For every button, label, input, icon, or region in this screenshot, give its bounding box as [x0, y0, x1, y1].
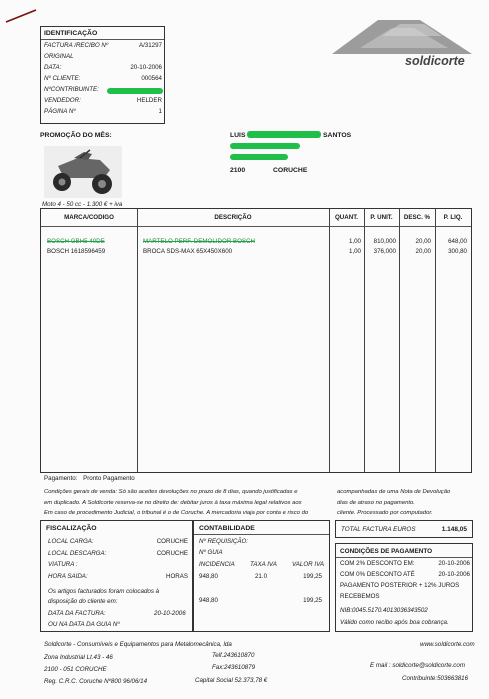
table-cell-net: 300,80 [448, 248, 467, 255]
payment-value: Pronto Pagamento [83, 475, 135, 482]
promo-caption: Moto 4 - 50 cc - 1.300 € + iva [42, 201, 123, 208]
fiscal-date-label: DATA DA FACTURA: [48, 610, 106, 617]
table-cell-desc: MARTELO PERF. DEMOLIDOR BOSCH [143, 238, 255, 245]
payment-condition-value: 20-10-2006 [438, 571, 470, 578]
total-box [335, 520, 473, 538]
accounting-header-cell: INCIDENCIA [199, 561, 235, 568]
id-row-value: A/31297 [138, 42, 162, 49]
customer-address-redaction-1 [230, 143, 300, 149]
payment-label: Pagamento: [44, 475, 78, 482]
conditions-line: acompanhadas de uma Nota de Devolução [337, 489, 451, 495]
id-row [44, 53, 162, 62]
table-header-cell: P. UNIT. [370, 214, 393, 221]
id-row-value: 1 [158, 108, 162, 115]
payment-condition-row [340, 560, 470, 569]
fiscal-heading: FISCALIZAÇÃO [46, 525, 97, 532]
footer-reg: Reg. C.R.C. Coruche Nº800 96/06/14 [44, 678, 148, 685]
fiscal-row [48, 550, 188, 559]
fiscal-box [40, 520, 193, 632]
atv-image [44, 146, 122, 198]
conditions-line: cliente. Processado por computador. [337, 510, 433, 516]
fiscal-note-1: Os artigos facturados foram colocados à [48, 588, 160, 595]
table-header-cell: P. LIQ. [443, 214, 463, 221]
payment-conditions-heading: CONDIÇÕES DE PAGAMENTO [340, 548, 433, 555]
id-row-label: NºCONTRIBUINTE: [44, 86, 99, 93]
accounting-cell-incidence: 948,80 [199, 597, 218, 604]
fiscal-note-2: disposição do cliente em: [48, 598, 118, 605]
accounting-req: Nº REQUISIÇÃO: [199, 538, 249, 545]
footer-email[interactable]: E mail : soldicorte@soldicorte.com [370, 662, 465, 669]
table-cell-qty: 1,00 [348, 248, 361, 255]
brand-name: soldicorte [405, 54, 465, 68]
payment-condition-label: COM 0% DESCONTO ATÉ [340, 571, 415, 578]
payment-condition-row [340, 582, 470, 591]
accounting-cell-incidence: 948,80 [199, 573, 218, 580]
table-cell-disc: 20,00 [415, 238, 431, 245]
id-row-label: VENDEDOR: [44, 97, 81, 104]
id-row [44, 64, 162, 73]
footer-capital: Capital Social 52.373,78 € [195, 677, 268, 684]
accounting-cell-value: 199,25 [303, 597, 322, 604]
payment-condition-label: RECEBEMOS [340, 593, 380, 600]
payment-condition-value: 20-10-2006 [438, 560, 470, 567]
table-header-cell: MARCA/CODIGO [64, 214, 114, 221]
payment-condition-row [340, 571, 470, 580]
payment-condition-label: PAGAMENTO POSTERIOR + 12% JUROS [340, 582, 460, 589]
payment-conditions-box [335, 543, 473, 632]
id-row [44, 75, 162, 84]
taxid-redaction [107, 88, 163, 94]
accounting-heading: CONTABILIDADE [199, 525, 255, 532]
promo-heading: PROMOÇÃO DO MÊS: [40, 132, 112, 139]
accounting-box [193, 520, 330, 632]
accounting-guide: Nº GUIA [199, 549, 223, 556]
id-row-label: FACTURA /RECIBO Nº [44, 42, 109, 49]
id-row-value: 000564 [141, 75, 162, 82]
footer-fax: Fax:243610879 [212, 664, 256, 671]
id-row-label: DATA: [44, 64, 62, 71]
footer-tel: Telf.243610870 [212, 652, 255, 659]
fiscal-row [48, 538, 188, 547]
footer-website[interactable]: www.soldicorte.com [420, 641, 475, 648]
identification-box [40, 26, 165, 124]
accounting-header-cell: TAXA IVA [250, 561, 277, 568]
table-cell-desc: BROCA SDS-MAX 65X450X600 [143, 248, 233, 255]
conditions-text-right [337, 487, 477, 519]
conditions-line: em duplicado. A Soldicorte reserva-se no direito de: debitar juros à taxa máxima legal relativos aos [44, 499, 302, 506]
customer-city: CORUCHE [273, 167, 308, 174]
footer-address2: 2100 - 051 CORUCHE [44, 666, 107, 673]
id-row [44, 42, 162, 51]
table-cell-code: BOSCH GBH5 40DE [47, 238, 105, 245]
fiscal-row-label: LOCAL CARGA: [48, 538, 94, 545]
table-cell-code: BOSCH 1618596459 [47, 248, 106, 255]
table-cell-unit: 810,000 [373, 238, 396, 245]
accounting-cell-rate: 21.0 [254, 573, 268, 580]
accounting-header-cell: VALOR IVA [292, 561, 324, 568]
table-cell-net: 648,00 [448, 238, 467, 245]
fiscal-row-label: HORA SAIDA: [48, 572, 88, 580]
id-row-label: PÁGINA Nº [44, 108, 76, 115]
payment-line [44, 475, 135, 482]
fiscal-row-value: CORUCHE [156, 549, 188, 557]
footer-address1: Zona Industrial Lt.43 - 46 [44, 654, 113, 661]
id-row [44, 108, 162, 117]
table-header-cell: QUANT. [334, 214, 359, 221]
table-cell-disc: 20,00 [415, 248, 431, 255]
conditions-text [44, 487, 334, 519]
customer-postcode: 2100 [230, 167, 246, 174]
payment-condition-label: COM 2% DESCONTO EM: [340, 560, 415, 567]
payment-nib: NIB:0045.5170.4013036343502 [340, 607, 428, 614]
fiscal-date-value: 20-10-2006 [154, 610, 186, 617]
fiscal-row-value: CORUCHE [156, 538, 188, 545]
id-row [44, 97, 162, 106]
fiscal-row [48, 561, 188, 570]
accounting-cell-value: 199,25 [303, 573, 322, 580]
fiscal-row-label: LOCAL DESCARGA: [48, 549, 107, 557]
fiscal-guide-label: OU NA DATA DA GUIA Nº [48, 621, 120, 628]
conditions-line: Condições gerais de venda: Só são aceites devoluções no prazo de 8 dias, quando justificadas e [44, 489, 298, 495]
table-cell-unit: 376,000 [373, 248, 396, 255]
payment-valid: Válido como recibo após boa cobrança. [340, 619, 449, 626]
payment-condition-row [340, 593, 470, 602]
items-table [40, 208, 472, 473]
footer-nif: Contribuinte:503663816 [402, 675, 469, 682]
table-cell-qty: 1,00 [348, 238, 361, 245]
fiscal-row-value: HORAS [165, 572, 188, 580]
customer-name-end: SANTOS [323, 132, 352, 139]
id-row-value: HELDER [136, 97, 162, 104]
customer-address-redaction-2 [230, 154, 288, 160]
identification-heading: IDENTIFICAÇÃO [44, 30, 98, 37]
conditions-line: dias de atraso no pagamento. [337, 499, 415, 506]
conditions-line: Em caso de procedimento Judicial, o tribunal é o de Coruche. A mercadoria viaja por conta e risco do [44, 510, 309, 516]
customer-name-start: LUIS [230, 132, 246, 139]
fiscal-row [48, 573, 188, 582]
customer-name-redaction [247, 131, 321, 138]
footer-company: Soldicorte - Consumíveis e Equipamentos para Metalomecânica, lda [44, 641, 232, 648]
pen-mark [4, 6, 44, 24]
fiscal-row-label: VIATURA : [48, 561, 78, 568]
total-value: 1.148,05 [441, 526, 467, 533]
id-row-label: Nº CLIENTE: [44, 75, 81, 82]
total-label: TOTAL FACTURA EUROS [341, 526, 416, 533]
table-header-cell: DESCRIÇÃO [214, 214, 252, 221]
table-header-cell: DESC. % [403, 214, 431, 221]
id-row-value: 20-10-2006 [130, 64, 162, 71]
id-row-label: ORIGINAL [44, 53, 74, 60]
